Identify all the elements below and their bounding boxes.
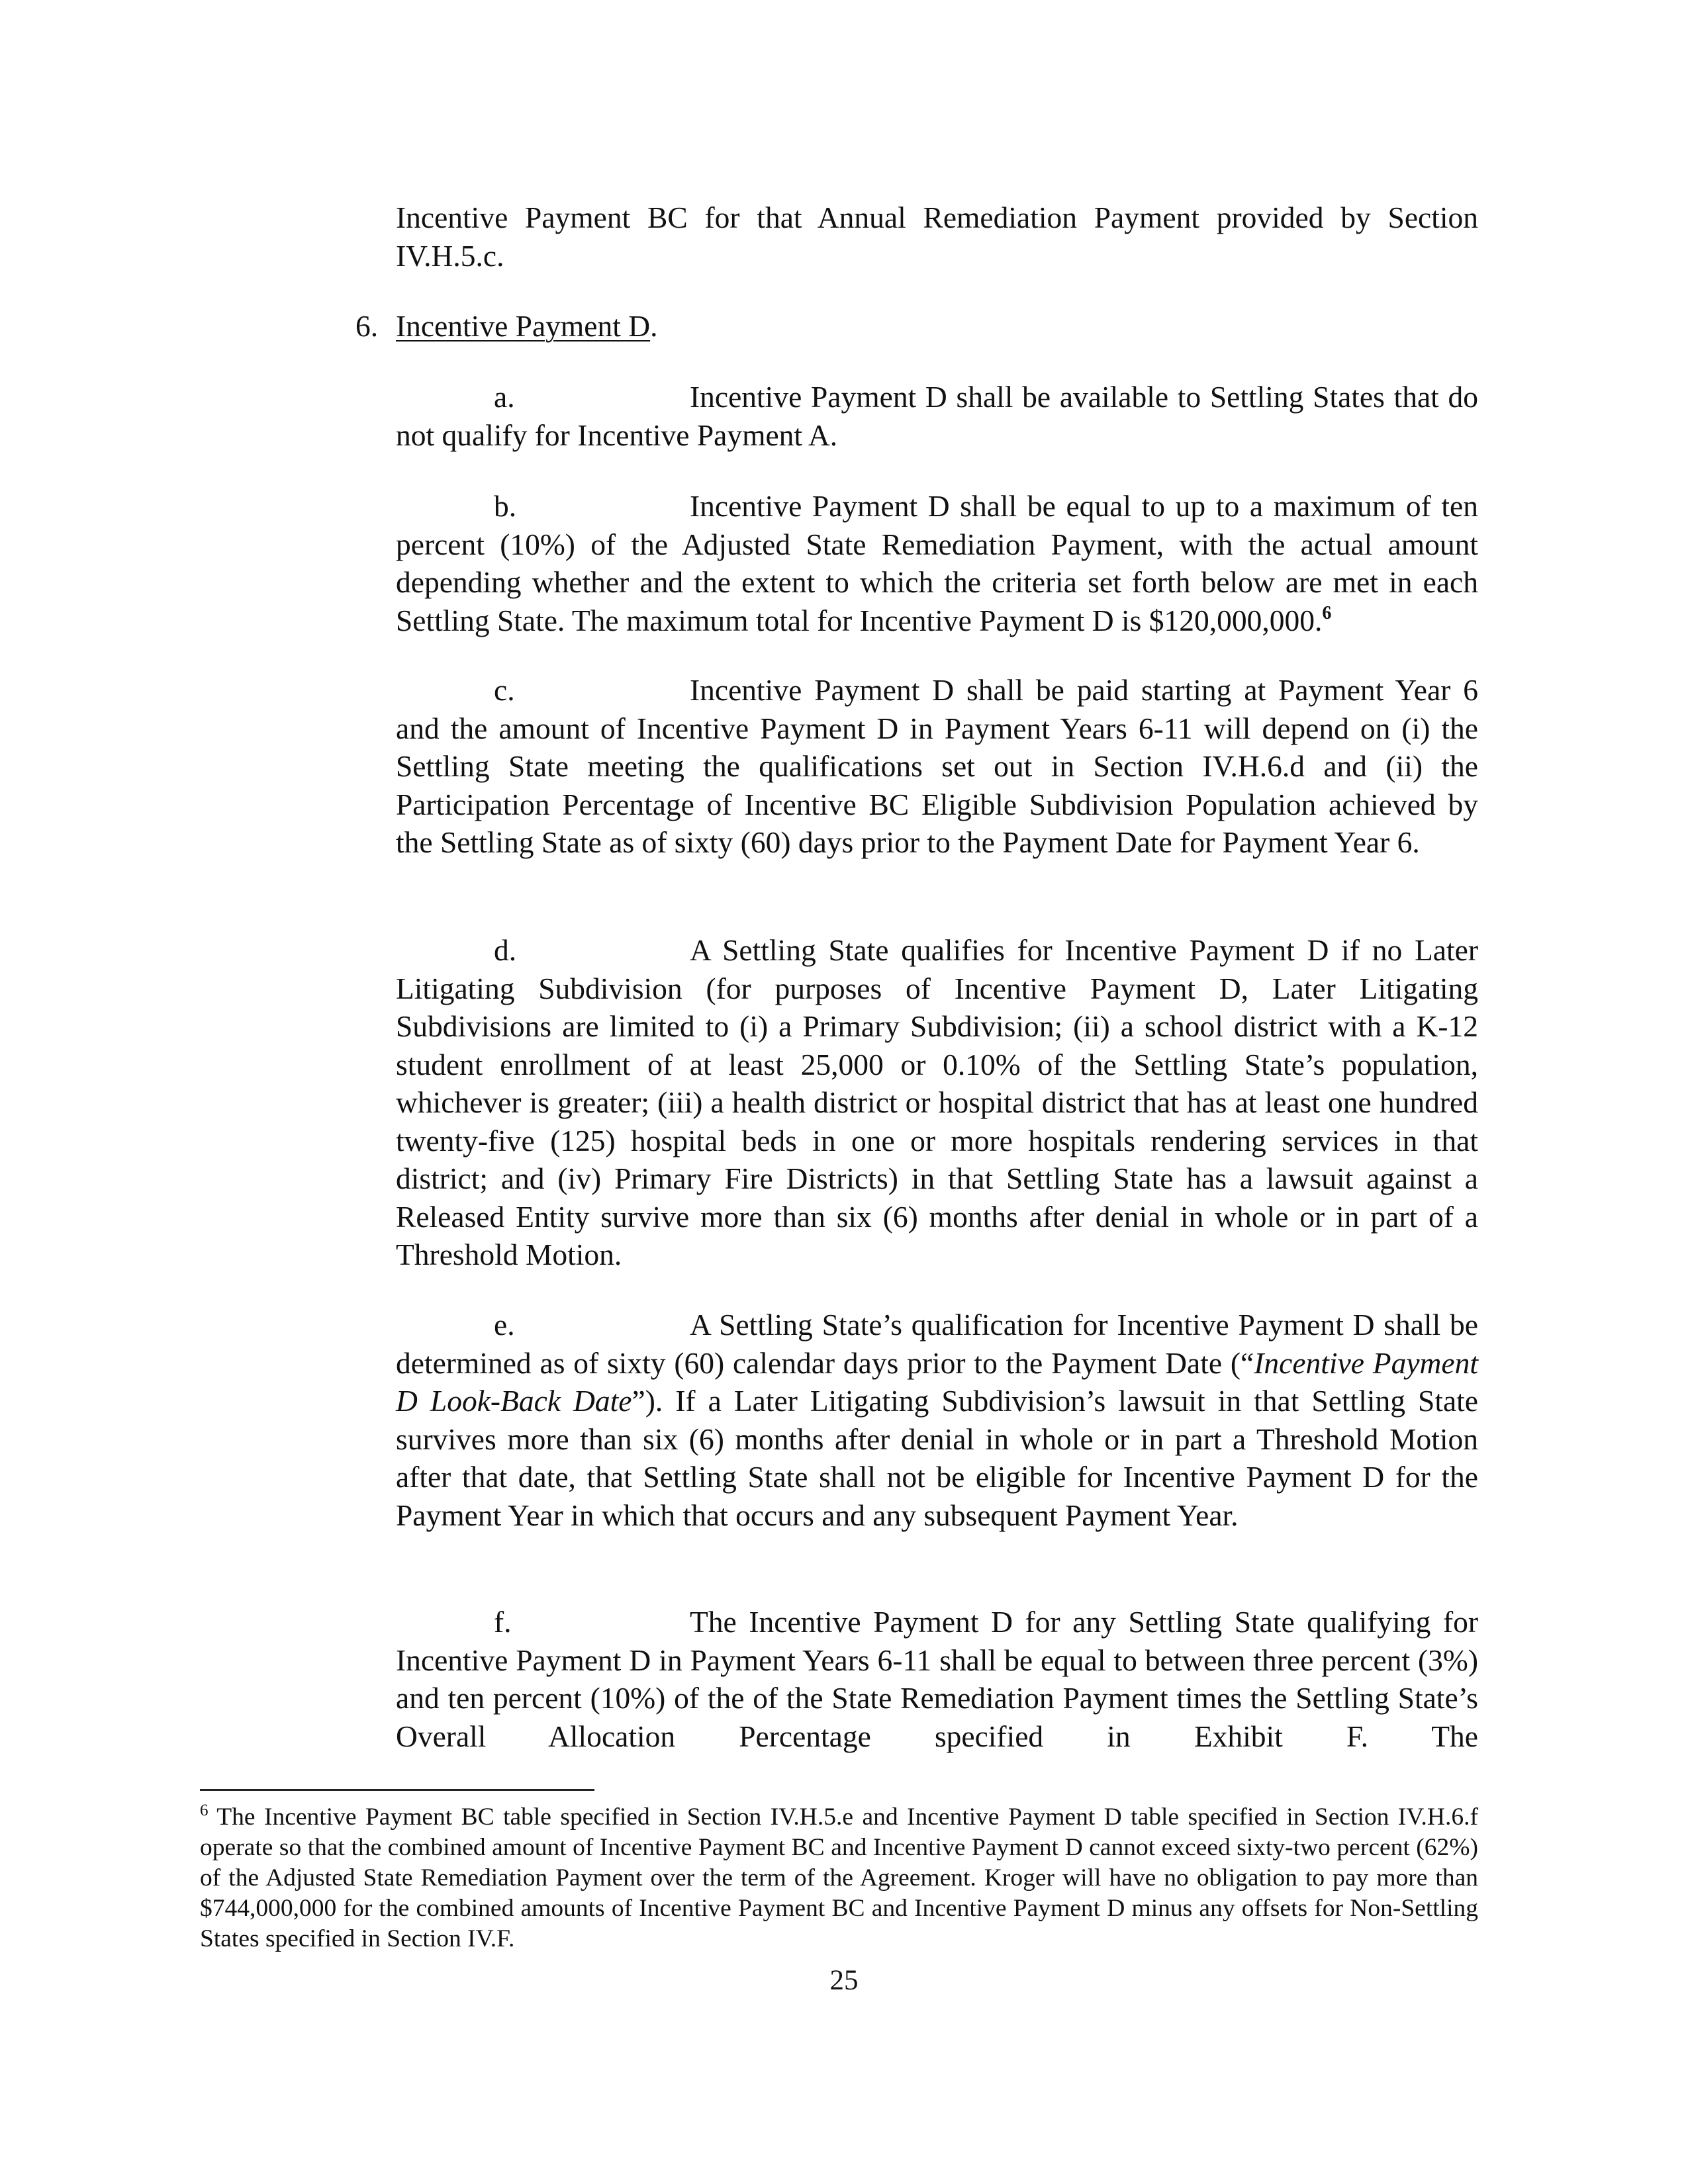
paragraph-f [396, 1603, 1478, 1755]
paragraph-b-text: Incentive Payment D shall be equal to up to a maximum of ten percent (10%) of the Adjusted State Remediation Payment, with the actual amount depending whether and the extent to which the criteria set forth below are met in each Settling State. The maximum total for Incentive Payment D is $120,000,000. [396, 489, 1478, 637]
paragraph-c-marker: c. [494, 673, 515, 707]
footnote-separator [200, 1789, 594, 1791]
continuation-line-1: Incentive Payment BC for that Annual Remediation Payment provided by Section [396, 201, 1478, 234]
paragraph-e-marker: e. [494, 1308, 515, 1342]
section-heading [396, 307, 657, 345]
footnote-text: The Incentive Payment BC table specified in Section IV.H.5.e and Incentive Payment D table specified in Section IV.H.6.f operate so that the combined amount of Incentive Payment BC and Incentive Payment D cannot exceed sixty-two percent (62%) of the Adjusted State Remediation Payment over the term of the Agreement. Kroger will have no obligation to pay more than $744,000,000 for the combined amounts of Incentive Payment BC and Incentive Payment D minus any offsets for Non-Settling States specified in Section IV.F. [200, 1803, 1478, 1952]
paragraph-e [396, 1306, 1478, 1534]
continuation-paragraph [396, 199, 1478, 275]
paragraph-d-text: A Settling State qualifies for Incentive Payment D if no Later Litigating Subdivision (for purposes of Incentive Payment D, Later Litigating Subdivisions are limited to (i) a Primary Subdivision; (ii) a school district with a K-12 student enrollment of at least 25,000 or 0.10% of the Settling State’s population, whichever is greater; (iii) a health district or hospital district that has at least one hundred twenty-five (125) hospital beds in one or more hospitals rendering services in that district; and (iv) Primary Fire Districts) in that Settling State has a lawsuit against a Released Entity survive more than six (6) months after denial in whole or in part of a Threshold Motion. [396, 933, 1478, 1271]
paragraph-e-text-after: ”). If a Later Litigating Subdivision’s lawsuit in that Settling State survives more than six (6) months after denial in whole or in part a Threshold Motion after that date, that Settling State shall not be eligible for Incentive Payment D for the Payment Year in which that occurs and any subsequent Payment Year. [396, 1384, 1479, 1532]
section-title: Incentive Payment D [396, 309, 651, 343]
paragraph-f-marker: f. [494, 1605, 512, 1639]
paragraph-c [396, 671, 1478, 862]
footnote-number: 6 [200, 1801, 209, 1819]
paragraph-b [396, 487, 1478, 639]
section-number: 6. [355, 309, 379, 343]
paragraph-b-marker: b. [494, 489, 517, 523]
paragraph-a [396, 378, 1478, 454]
paragraph-e-defined-term: Incentive Payment D Look-Back Date [396, 1345, 1478, 1418]
paragraph-c-text: Incentive Payment D shall be paid starting at Payment Year 6 and the amount of Incentive Payment D in Payment Years 6-11 will depend on (i) the Settling State meeting the qualifications set out in Section IV.H.6.d and (ii) the Participation Percentage of Incentive BC Eligible Subdivision Population achieved by the Settling State as of sixty (60) days prior to the Payment Date for Payment Year 6. [396, 673, 1478, 859]
paragraph-e-text-before: A Settling State’s qualification for Incentive Payment D shall be determined as of sixty (60) calendar days prior to the Payment Date (“ [396, 1308, 1478, 1380]
paragraph-f-text: The Incentive Payment D for any Settling State qualifying for Incentive Payment D in Payment Years 6-11 shall be equal to between three percent (3%) and ten percent (10%) of the of the State Remediation Payment times the Settling State’s Overall Allocation Percentage specified in Exhibit F. The [396, 1605, 1478, 1753]
paragraph-a-text: Incentive Payment D shall be available to Settling States that do not qualify for Incentive Payment A. [396, 380, 1478, 452]
page-number: 25 [829, 1965, 859, 1996]
section-title-period: . [650, 309, 658, 343]
paragraph-d [396, 931, 1478, 1274]
paragraph-a-marker: a. [494, 380, 515, 414]
paragraph-d-marker: d. [494, 933, 517, 967]
footnote-6 [200, 1802, 1478, 1954]
continuation-line-2: IV.H.5.c. [396, 238, 504, 273]
footnote-ref-6: 6 [1322, 602, 1332, 623]
